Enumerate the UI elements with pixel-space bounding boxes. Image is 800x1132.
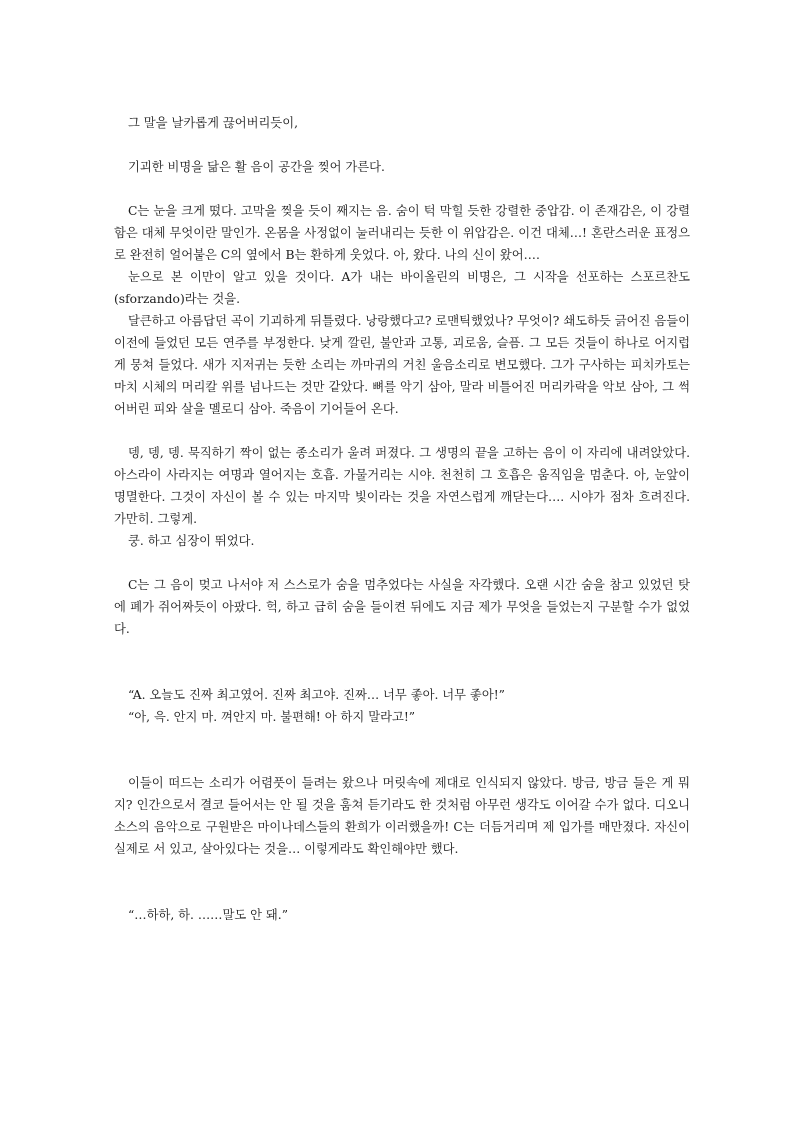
paragraph: C는 그 음이 멎고 나서야 저 스스로가 숨을 멈추었다는 사실을 자각했다. 오랜 시간 숨을 참고 있었던 탓에 폐가 쥐어짜듯이 아팠다. 헉, 하고 급히 숨을 들이켠 뒤에도 지금 제가 무엇을 들었는지 구분할 수가 없었다.: [114, 578, 690, 636]
paragraph: 쿵. 하고 심장이 뛰었다.: [128, 534, 255, 548]
paragraph: 뎅, 뎅, 뎅. 묵직하기 짝이 없는 종소리가 울려 퍼졌다. 그 생명의 끝을 고하는 음이 이 자리에 내려앉았다. 아스라이 사라지는 여명과 열어지는 호흡. 가물거리는 시야. 천천히 그 호흡은 움직임을 멈춘다. 아, 눈앞이 명멸한다. 그것이 자신이 볼 수 있는 마지막 빛이라는 것을 자연스럽게 깨닫는다…. 시야가 점차 흐려진다. 가만히. 그렇게.: [114, 446, 690, 526]
paragraph: 기괴한 비명을 닮은 활 음이 공간을 찢어 가른다.: [128, 160, 385, 174]
paragraph: 이들이 떠드는 소리가 어렴풋이 들려는 왔으나 머릿속에 제대로 인식되지 않았다. 방금, 방금 들은 게 뭐지? 인간으로서 결코 들어서는 안 될 것을 훔쳐 듣기라도 한 것처럼 아무런 생각도 이어갈 수가 없다. 디오니소스의 음악으로 구원받은 마이나데스들의 환희가 이러했을까! C는 더듬거리며 제 입가를 매만졌다. 자신이 실제로 서 있고, 살아있다는 것을… 이렇게라도 확인해야만 했다.: [114, 776, 690, 856]
paragraph: C는 눈을 크게 떴다. 고막을 찢을 듯이 째지는 음. 숨이 턱 막힐 듯한 강렬한 중압감. 이 존재감은, 이 강렬함은 대체 무엇이란 말인가. 온몸을 사정없이 눌러내리는 듯한 이 위압감은. 이건 대체…! 혼란스러운 표정으로 완전히 얼어붙은 C의 옆에서 B는 환하게 웃었다. 아, 왔다. 나의 신이 왔어….: [114, 204, 690, 262]
document-page: [114, 112, 690, 926]
dialogue-line: “아, 윽. 안지 마. 껴안지 마. 불편해! 아 하지 말라고!”: [128, 710, 416, 724]
paragraph: 달큰하고 아름답던 곡이 기괴하게 뒤틀렸다. 낭랑했다고? 로맨틱했었나? 무엇이? 쇄도하듯 긁어진 음들이 이전에 들었던 모든 연주를 부정한다. 낮게 깔린, 불안과 고통, 괴로움, 슬픔. 그 모든 것들이 하나로 어지럽게 뭉쳐 들었다. 새가 지저귀는 듯한 소리는 까마귀의 거친 울음소리로 변모했다. 그가 구사하는 피치카토는 마치 시체의 머리칼 위를 넘나드는 것만 같았다. 뼈를 악기 삼아, 말라 비틀어진 머리카락을 악보 삼아, 그 썩어버린 피와 살을 멜로디 삼아. 죽음이 기어들어 온다.: [114, 314, 690, 416]
dialogue-line: “…하하, 하. ……말도 안 돼.”: [128, 908, 288, 922]
dialogue-line: “A. 오늘도 진짜 최고였어. 진짜 최고야. 진짜… 너무 좋아. 너무 좋아!”: [128, 688, 505, 702]
paragraph: 눈으로 본 이만이 알고 있을 것이다. A가 내는 바이올린의 비명은, 그 시작을 선포하는 스포르찬도(sforzando)라는 것을.: [114, 270, 690, 306]
paragraph: 그 말을 날카롭게 끊어버리듯이,: [128, 116, 299, 130]
